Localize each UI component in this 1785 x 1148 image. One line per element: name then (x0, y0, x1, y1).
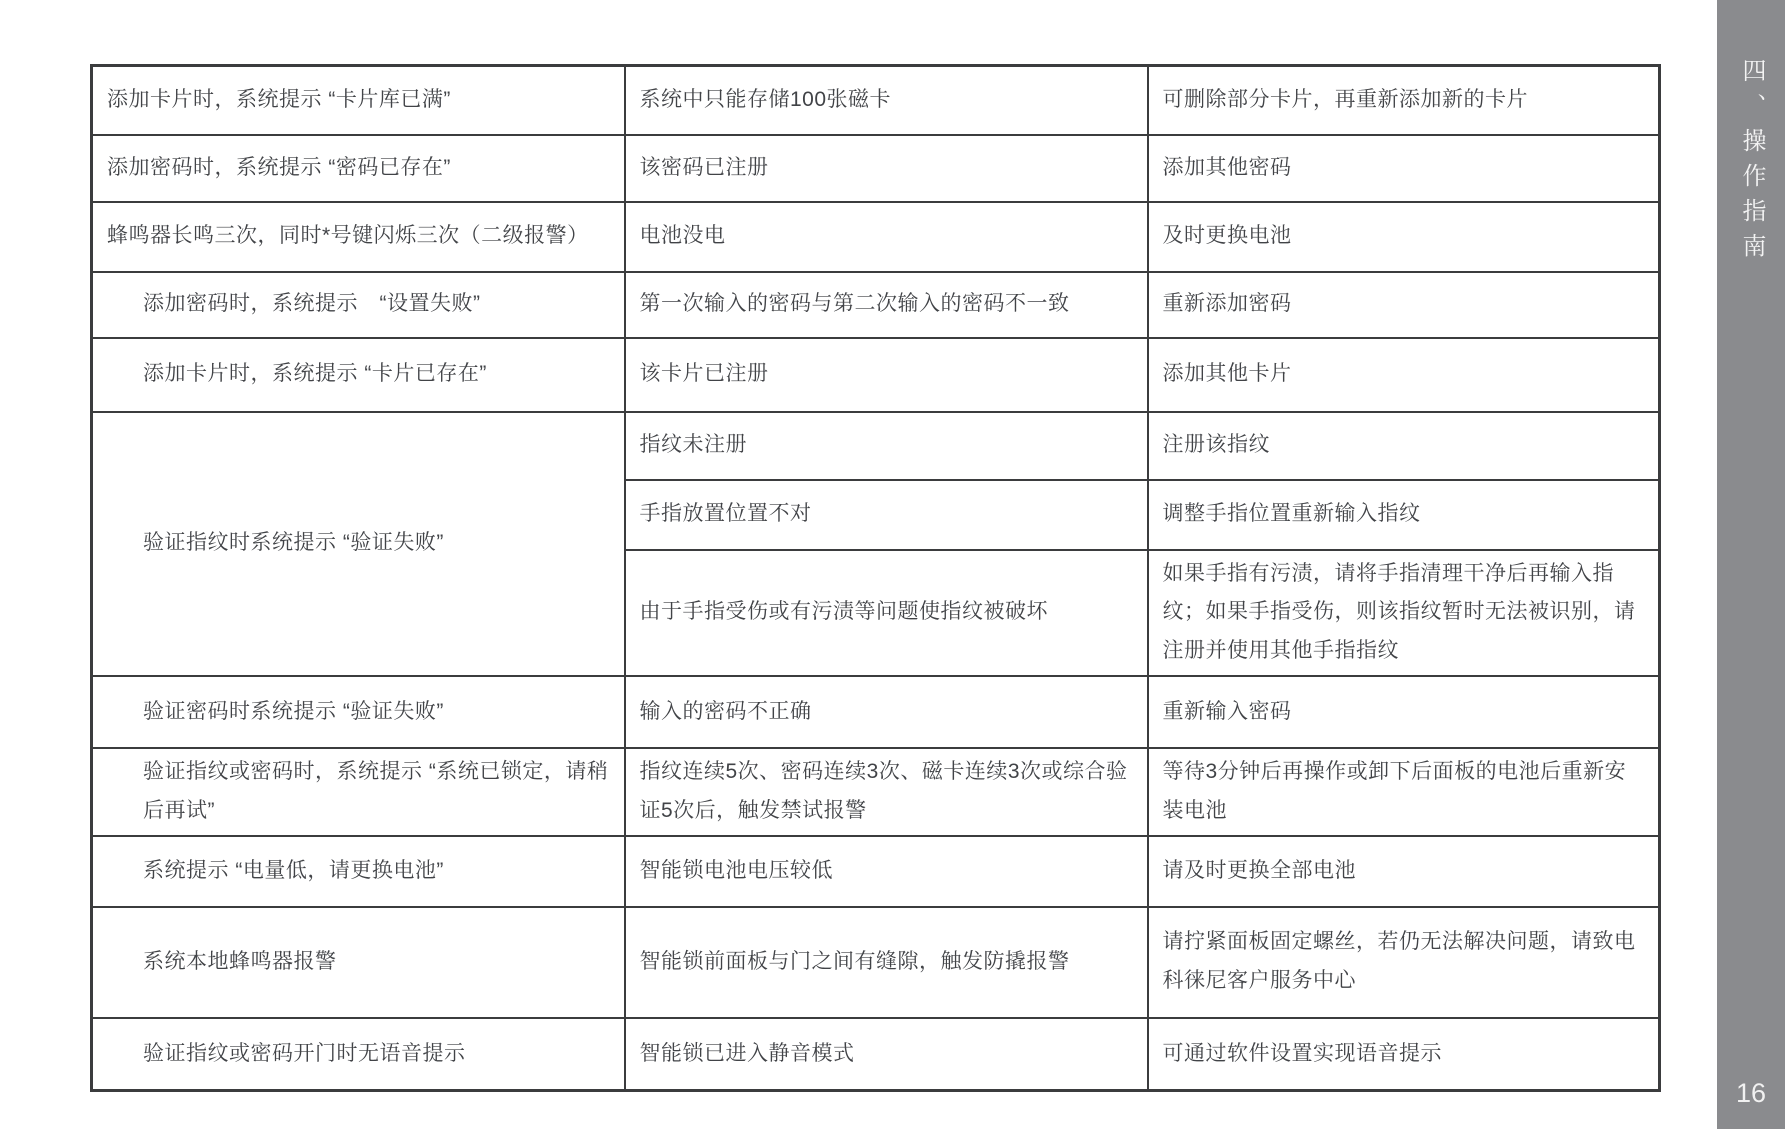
cause-cell: 手指放置位置不对 (625, 480, 1148, 550)
symptom-cell: 添加卡片时，系统提示 “卡片已存在” (92, 338, 625, 412)
symptom-cell: 系统本地蜂鸣器报警 (92, 907, 625, 1018)
solution-cell: 可通过软件设置实现语音提示 (1148, 1018, 1660, 1091)
cause-cell: 该卡片已注册 (625, 338, 1148, 412)
cause-cell: 输入的密码不正确 (625, 676, 1148, 748)
chapter-label-text: 四、操作指南 (1738, 58, 1765, 268)
table-row (92, 907, 1660, 1018)
solution-cell: 注册该指纹 (1148, 412, 1660, 480)
cause-cell: 该密码已注册 (625, 135, 1148, 202)
chapter-label (1717, 58, 1785, 268)
cause-cell: 电池没电 (625, 202, 1148, 272)
cause-cell: 第一次输入的密码与第二次输入的密码不一致 (625, 272, 1148, 338)
table-row (92, 272, 1660, 338)
symptom-cell: 验证密码时系统提示 “验证失败” (92, 676, 625, 748)
solution-cell: 及时更换电池 (1148, 202, 1660, 272)
table-row (92, 1018, 1660, 1091)
chapter-tab (1717, 0, 1785, 1129)
cause-cell: 系统中只能存储100张磁卡 (625, 66, 1148, 135)
solution-cell: 添加其他卡片 (1148, 338, 1660, 412)
symptom-cell: 验证指纹或密码时，系统提示 “系统已锁定，请稍后再试” (92, 748, 625, 836)
cause-cell: 智能锁前面板与门之间有缝隙，触发防撬报警 (625, 907, 1148, 1018)
symptom-cell: 添加密码时，系统提示 “密码已存在” (92, 135, 625, 202)
solution-cell: 请及时更换全部电池 (1148, 836, 1660, 907)
solution-cell: 可删除部分卡片，再重新添加新的卡片 (1148, 66, 1660, 135)
solution-cell: 如果手指有污渍，请将手指清理干净后再输入指纹；如果手指受伤，则该指纹暂时无法被识别，请注册并使用其他手指指纹 (1148, 550, 1660, 677)
solution-cell: 调整手指位置重新输入指纹 (1148, 480, 1660, 550)
cause-cell: 指纹连续5次、密码连续3次、磁卡连续3次或综合验证5次后，触发禁试报警 (625, 748, 1148, 836)
table-row (92, 135, 1660, 202)
table-row (92, 836, 1660, 907)
symptom-cell: 添加卡片时，系统提示 “卡片库已满” (92, 66, 625, 135)
troubleshooting-table (90, 64, 1661, 1092)
table-row (92, 202, 1660, 272)
symptom-cell: 添加密码时，系统提示 “设置失败” (92, 272, 625, 338)
table-row (92, 338, 1660, 412)
table-row (92, 412, 1660, 480)
cause-cell: 由于手指受伤或有污渍等问题使指纹被破坏 (625, 550, 1148, 677)
symptom-cell: 蜂鸣器长鸣三次，同时*号键闪烁三次（二级报警） (92, 202, 625, 272)
table-row (92, 676, 1660, 748)
solution-cell: 添加其他密码 (1148, 135, 1660, 202)
cause-cell: 智能锁电池电压较低 (625, 836, 1148, 907)
page-number: 16 (1735, 1078, 1767, 1108)
solution-cell: 重新添加密码 (1148, 272, 1660, 338)
cause-cell: 指纹未注册 (625, 412, 1148, 480)
symptom-cell-merged: 验证指纹时系统提示 “验证失败” (92, 412, 625, 677)
cause-cell: 智能锁已进入静音模式 (625, 1018, 1148, 1091)
symptom-cell: 验证指纹或密码开门时无语音提示 (92, 1018, 625, 1091)
solution-cell: 等待3分钟后再操作或卸下后面板的电池后重新安装电池 (1148, 748, 1660, 836)
solution-cell: 请拧紧面板固定螺丝，若仍无法解决问题，请致电科徕尼客户服务中心 (1148, 907, 1660, 1018)
solution-cell: 重新输入密码 (1148, 676, 1660, 748)
table-row (92, 66, 1660, 135)
table-row (92, 748, 1660, 836)
symptom-cell: 系统提示 “电量低，请更换电池” (92, 836, 625, 907)
